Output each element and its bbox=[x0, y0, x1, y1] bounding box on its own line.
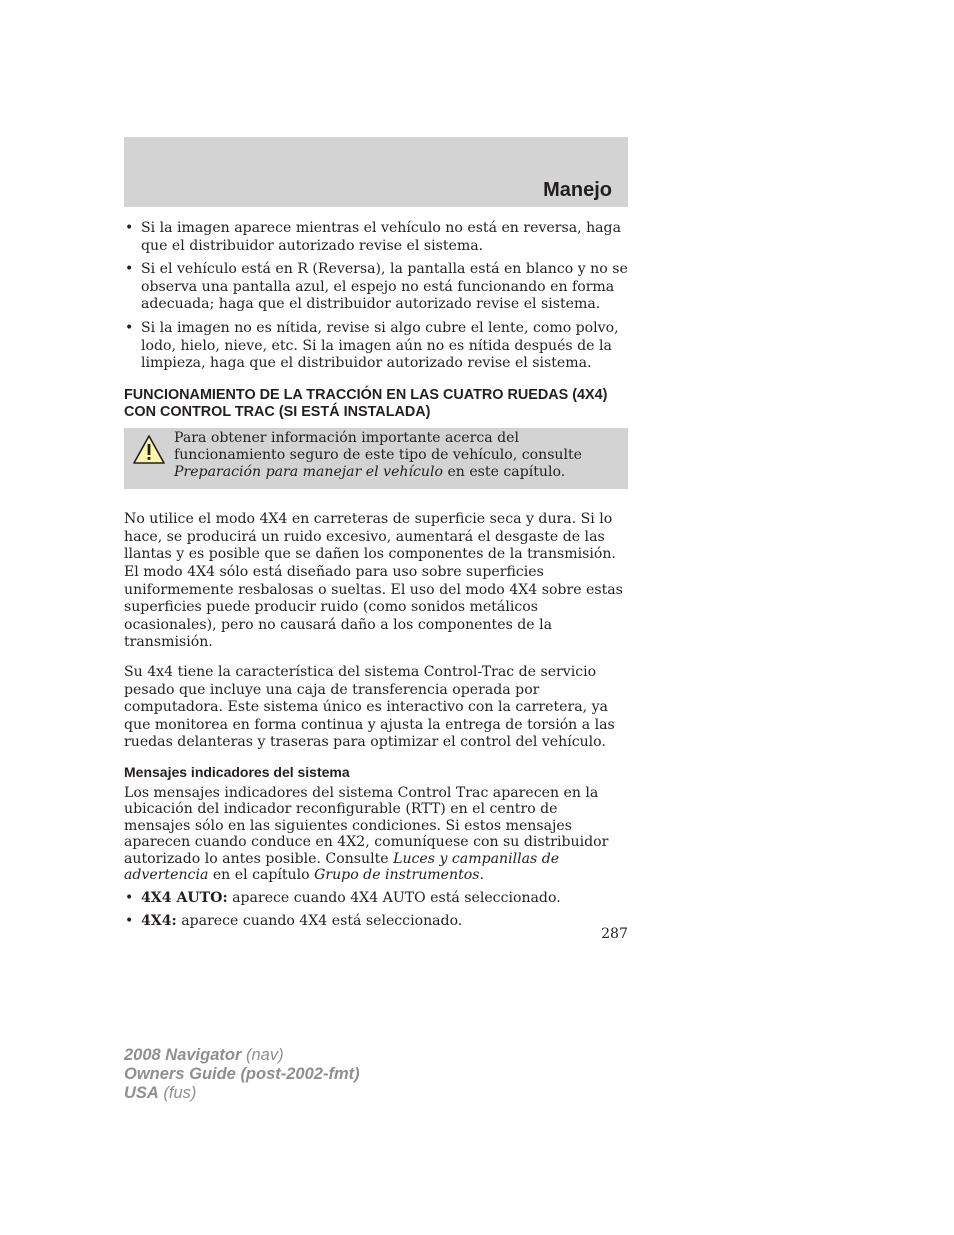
warning-triangle-icon bbox=[132, 433, 166, 467]
footer-model-code: (nav) bbox=[241, 1046, 284, 1064]
warning-text-start: Para obtener información importante acerca del funcionamiento seguro de este tipo de vehículo, consulte bbox=[174, 429, 583, 463]
paragraph: Su 4x4 tiene la característica del sistema Control-Trac de servicio pesado que incluye una caja de transferencia operada por computadora. Este sistema único es interactivo con la carretera, ya que monitorea en forma continua y ajusta la entrega de torsión a las ruedas delanteras y traseras para optimizar el control del vehículo. bbox=[124, 663, 615, 751]
warning-text bbox=[130, 430, 622, 482]
footer-market: USA bbox=[124, 1084, 159, 1102]
footer-line bbox=[124, 1084, 360, 1103]
text-run: Los mensajes indicadores del sistema Control Trac aparecen en la ubicación del indicador reconfigurable (RTT) en el centro de mensajes sólo en las siguientes condiciones. Si estos mensajes aparecen cuando conduce en 4X2, comuníquese con su distribuidor autorizado lo antes posible. Consulte bbox=[124, 784, 609, 867]
mode-description: aparece cuando 4X4 está seleccionado. bbox=[176, 913, 463, 930]
mode-description: aparece cuando 4X4 AUTO está seleccionado. bbox=[227, 889, 561, 906]
mode-bullet-list bbox=[124, 890, 628, 931]
mode-label: 4X4: bbox=[141, 913, 177, 930]
chapter-title: Manejo bbox=[543, 179, 612, 201]
reference-warning-lights: Luces y campanillas de advertencia bbox=[124, 850, 560, 884]
page-content bbox=[124, 220, 628, 937]
text-run: en el capítulo bbox=[208, 867, 315, 884]
footer-model: 2008 Navigator bbox=[124, 1046, 242, 1064]
list-item bbox=[124, 890, 628, 908]
list-item: • Si la imagen no es nítida, revise si algo cubre el lente, como polvo, lodo, hielo, nieve, etc. Si la imagen aún no es nítida después de la limpieza, haga que el distribuidor autorizado revise el sistema. bbox=[124, 320, 628, 373]
text-run: . bbox=[479, 867, 484, 884]
footer-guide: Owners Guide (post-2002-fmt) bbox=[124, 1065, 360, 1083]
list-item: • Si la imagen aparece mientras el vehículo no está en reversa, haga que el distribuidor autorizado revise el sistema. bbox=[124, 220, 628, 255]
footer bbox=[124, 1046, 360, 1103]
section-heading: FUNCIONAMIENTO DE LA TRACCIÓN EN LAS CUATRO RUEDAS (4X4) CON CONTROL TRAC (SI ESTÁ INSTALADA) bbox=[124, 386, 608, 421]
mode-label: 4X4 AUTO: bbox=[141, 889, 228, 906]
warning-reference: Preparación para manejar el vehículo bbox=[174, 463, 443, 480]
warning-box bbox=[124, 428, 628, 490]
paragraph: No utilice el modo 4X4 en carreteras de superficie seca y dura. Si lo hace, se producirá un ruido excesivo, aumentará el desgaste de las llantas y es posible que se dañen los componentes de la transmisión. El modo 4X4 sólo está diseñado para uso sobre superficies uniformemente resbalosas o sueltas. El uso del modo 4X4 sobre estas superficies puede producir ruido (como sonidos metálicos ocasionales), pero no causará daño a los componentes de la transmisión. bbox=[124, 511, 623, 651]
list-item: • Si el vehículo está en R (Reversa), la pantalla está en blanco y no se observa una pantalla azul, el espejo no está funcionando en forma adecuada; haga que el distribuidor autorizado revise el sistema. bbox=[124, 261, 628, 314]
reference-instrument-cluster: Grupo de instrumentos bbox=[314, 867, 480, 884]
footer-line bbox=[124, 1065, 360, 1084]
subheading: Mensajes indicadores del sistema bbox=[124, 763, 350, 780]
warning-text-end: en este capítulo. bbox=[442, 463, 566, 480]
messages-paragraph bbox=[124, 785, 628, 884]
list-item bbox=[124, 913, 628, 931]
page-number: 287 bbox=[601, 926, 628, 942]
top-bullet-list bbox=[124, 220, 628, 373]
footer-line bbox=[124, 1046, 360, 1065]
footer-market-code: (fus) bbox=[158, 1084, 197, 1102]
chapter-header-band bbox=[124, 137, 628, 207]
